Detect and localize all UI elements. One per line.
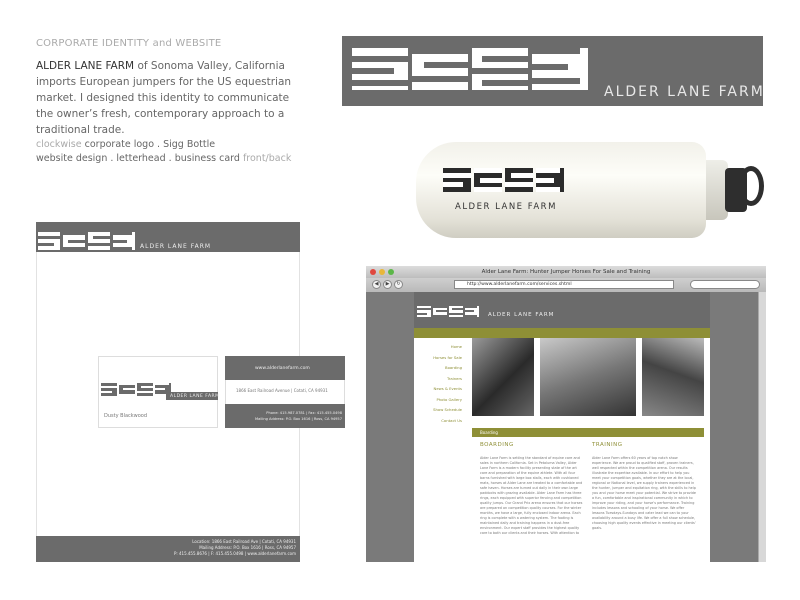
bottle-cap xyxy=(725,168,747,212)
logo-e-icon xyxy=(38,232,60,250)
logo-e-icon xyxy=(137,383,153,396)
website-accent-bar xyxy=(414,328,710,338)
address-bar[interactable]: http://www.alderlanefarm.com/services.shtml xyxy=(454,280,674,289)
card-back-contact xyxy=(232,410,342,422)
boarding-text: Alder Lane Farm is setting the standard of equine care and sales in northern California. Set in Petaluma Valley, Alder Lane Farm is a modern facility presenting state of the art care and preparation of the equine athlete. With all four barns furnished with large box stalls, each with cushioned mats, horses at Alder Lane are treated to a comfortable and safe haven. Horses are turned out daily in their own large paddocks with grazing available. Alder Lane Farm has three rings, each equipped with superior fencing and competition quality jumps. Our Grand Prix arena ensures that our horses are prepared on competition quality courses. For the winter months, we have a large, fully enclosed indoor arena. Each ring is complete with a watering system. The footing is maintained daily and training happens in a dust-free environment. Our expert staff provides the highest quality care to both our clients and their horses. With attention to xyxy=(480,456,583,535)
zoom-icon[interactable] xyxy=(388,269,394,275)
logo-mark-large xyxy=(352,48,592,90)
training-text: Alder Lane Farm offers 60 years of top notch show experience. We are proud to qualified staff, proven trainers, well respected within the competition arena. Our results illustrate the expertise available. In our effort to help you meet your competition goals, whether they are at the local, regional or National level, we supply trainers experienced in the hunter, jumper and equitation ring, with the skills to help you and your horse meet your potential. We strive to provide a fun, comfortable and inspirational community in which to improve your riding, and your horse’s performance. Training includes lessons and schooling of your horse. We offer lessons Tuesdays-Sundays and cater lead we can to your availability around a busy life. We offer a full show schedule, choosing high quality events effective in meeting our clients’ goals. xyxy=(592,456,696,530)
section-strip: Boarding xyxy=(472,428,704,437)
items-line-2: website design . letterhead . business card xyxy=(36,153,243,164)
intro-description xyxy=(36,58,298,138)
letterhead-title: ALDER LANE FARM xyxy=(140,243,212,250)
browser-nav-buttons xyxy=(372,280,403,289)
card-phone: Phone: 415.987.0781 | Fax: 415.455.0498 xyxy=(266,411,342,415)
logo-e-icon xyxy=(449,306,463,317)
logo-e-icon xyxy=(88,232,110,250)
logo-band-title: ALDER LANE FARM xyxy=(604,84,765,100)
logo-e-icon xyxy=(113,232,135,250)
grooming-photo xyxy=(642,338,704,416)
browser-title: Alder Lane Farm: Hunter Jumper Horses For Sale and Training xyxy=(481,269,651,275)
card-front-title: ALDER LANE FARM xyxy=(170,394,220,399)
logo-e-icon xyxy=(465,306,479,317)
website-nav xyxy=(414,342,462,426)
trainers-photo xyxy=(540,338,636,416)
card-back-url: www.alderlanefarm.com xyxy=(255,366,310,371)
forward-button[interactable]: ▶ xyxy=(383,280,392,289)
browser-titlebar xyxy=(366,266,766,278)
nav-show-schedule[interactable]: Show Schedule xyxy=(433,407,462,412)
logo-e-icon xyxy=(119,383,135,396)
minimize-icon[interactable] xyxy=(379,269,385,275)
boarding-heading: BOARDING xyxy=(480,442,514,448)
nav-contact-us[interactable]: Contact Us xyxy=(441,417,462,423)
intro-brand-name: ALDER LANE FARM xyxy=(36,60,135,72)
search-field[interactable] xyxy=(690,280,760,289)
logo-e-icon xyxy=(532,48,588,90)
card-mailing: Mailing Address: P.O. Box 1616 | Ross, CA 94957 xyxy=(255,417,342,421)
scrollbar[interactable] xyxy=(758,292,766,562)
back-button[interactable]: ◀ xyxy=(372,280,381,289)
logo-e-icon xyxy=(472,48,528,90)
logo-e-icon xyxy=(101,383,117,396)
reload-button[interactable]: ↻ xyxy=(394,280,403,289)
window-controls xyxy=(370,269,394,275)
logo-e-icon xyxy=(433,306,447,317)
horse-photo xyxy=(472,338,534,416)
letterhead-logo-mark xyxy=(38,232,135,250)
training-heading: TRAINING xyxy=(592,442,623,448)
logo-e-icon xyxy=(63,232,85,250)
intro-item-list xyxy=(36,138,291,166)
logo-e-icon xyxy=(505,168,533,192)
nav-trainers[interactable]: Trainers xyxy=(447,375,462,381)
nav-photo-gallery[interactable]: Photo Gallery xyxy=(436,396,462,402)
items-line-1: corporate logo . Sigg Bottle xyxy=(81,139,216,150)
footer-location: Location: 1866 East Railroad Ave | Cotati, CA 94931 xyxy=(192,539,296,544)
footer-mailing: Mailing Address: P.O. Box 1616 | Ross, CA 94957 xyxy=(199,545,296,550)
close-icon[interactable] xyxy=(370,269,376,275)
logo-e-icon xyxy=(443,168,471,192)
card-back-address: 1866 East Railroad Avenue | Cotati, CA 94931 xyxy=(236,388,328,393)
logo-e-icon xyxy=(474,168,502,192)
nav-boarding[interactable]: Boarding xyxy=(444,365,462,370)
clockwise-label: clockwise xyxy=(36,139,82,150)
nav-home[interactable]: Home xyxy=(450,344,462,349)
card-logo-mark xyxy=(101,383,171,396)
bottle-logo-mark xyxy=(443,168,564,192)
bottle-brand-name: ALDER LANE FARM xyxy=(455,202,557,212)
logo-e-icon xyxy=(536,168,564,192)
card-holder-name: Dusty Blackwood xyxy=(104,413,148,419)
logo-e-icon xyxy=(352,48,408,90)
front-back-label: front/back xyxy=(242,153,292,164)
intro-body-text: of Sonoma Valley, California imports European jumpers for the US equestrian market. I designed this identity to communicate the owner’s fresh, contemporary approach to a traditional trade. xyxy=(36,60,292,136)
intro-eyebrow: CORPORATE IDENTITY and WEBSITE xyxy=(36,38,222,49)
footer-contact: P: 415.455.8676 | F: 415.455.0498 | www.alderlanefarm.com xyxy=(173,551,296,556)
letterhead-footer-text xyxy=(150,539,296,557)
website-title: ALDER LANE FARM xyxy=(488,312,555,318)
website-logo-mark[interactable] xyxy=(417,306,479,317)
logo-e-icon xyxy=(412,48,468,90)
nav-news-events[interactable]: News & Events xyxy=(433,386,462,391)
logo-e-icon xyxy=(417,306,431,317)
nav-horses-for-sale[interactable]: Horses for Sale xyxy=(433,354,462,360)
